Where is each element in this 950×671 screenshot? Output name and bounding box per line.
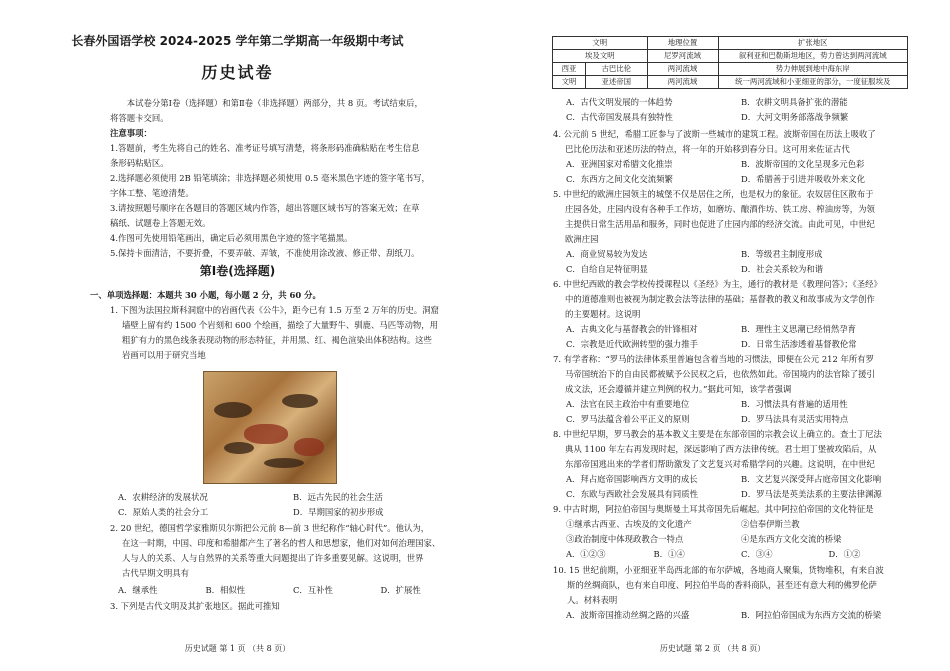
q3-option-d[interactable]: D．大河文明务部落战争频繁 bbox=[741, 112, 849, 122]
q7-option-c[interactable]: C．罗马法蕴含着公平正义的原则 bbox=[566, 414, 690, 424]
section-title: 第Ⅰ卷(选择题) bbox=[199, 264, 276, 278]
q9-line: 9. 中古时期，阿拉伯帝国与奥斯曼土耳其帝国先后崛起。其中阿拉伯帝国的文化特征是 bbox=[553, 504, 874, 514]
q10-option-a[interactable]: A．波斯帝国推动丝绸之路的兴盛 bbox=[566, 610, 690, 620]
table-header-cell: 文明 bbox=[553, 37, 648, 50]
q1-option-b[interactable]: B．远古先民的社会生活 bbox=[293, 492, 383, 502]
q1-line: 粗犷有力的黑色线条表现动物的形态特征，并用黑、红、褐色渲染出体积结构。这些 bbox=[122, 335, 432, 345]
q2-option-d[interactable]: D．扩展性 bbox=[380, 585, 421, 595]
q8-line: 东部帝国逃出来的学者们帮助激发了文艺复兴对希腊学问的兴趣。这说明，在中世纪 bbox=[565, 459, 875, 469]
q4-option-b[interactable]: B．波斯帝国的文化呈现多元色彩 bbox=[741, 159, 865, 169]
question-5 bbox=[553, 187, 918, 247]
question-8 bbox=[553, 427, 918, 472]
table-cell: 叙利亚和巴勒斯坦地区，势力曾达到两河流域 bbox=[718, 50, 908, 63]
q10-line: 10. 15 世纪前期，小亚细亚半岛西北部的布尔萨城，各地商人聚集，货物堆积，有来自波 bbox=[553, 565, 884, 575]
q9-option-d[interactable]: D．①② bbox=[828, 549, 861, 559]
q5-line: 主提供日常生活用品和服务，同时也促进了庄园内部的经济交流。由此可见，中世纪 bbox=[565, 219, 875, 229]
table-row bbox=[553, 76, 908, 89]
question-10 bbox=[553, 563, 918, 608]
question-9 bbox=[553, 502, 918, 517]
q10-line: 人。材料表明 bbox=[567, 595, 618, 605]
q2-line: 2. 20 世纪，德国哲学家雅斯贝尔斯把公元前 8—前 3 世纪称作“轴心时代”。他认为， bbox=[110, 523, 430, 533]
table-cell: 埃及文明 bbox=[553, 50, 648, 63]
table-header-row bbox=[553, 37, 908, 50]
table-group-cell: 文明 bbox=[553, 76, 586, 89]
notice-line: 2.选择题必须使用 2B 铅笔填涂；非选择题必须使用 0.5 毫米黑色字迹的签字笔书写， bbox=[110, 173, 430, 183]
question-6 bbox=[553, 277, 918, 322]
civilization-table bbox=[552, 36, 908, 89]
question-7 bbox=[553, 352, 918, 397]
notice-line: 5.保持卡面清洁，不要折叠，不要弄破、弄皱，不准使用涂改液、修正带、刮纸刀。 bbox=[110, 248, 420, 258]
q6-option-d[interactable]: D．日常生活渗透着基督教伦常 bbox=[741, 339, 857, 349]
table-row bbox=[553, 50, 908, 63]
q10-options bbox=[566, 608, 916, 623]
q7-line: 马帝国统治下的自由民都被赋予公民权之后，也依然如此。帝国境内的法官除了援引 bbox=[565, 369, 875, 379]
table-cell: 亚述帝国 bbox=[586, 76, 648, 89]
intro-line: 本试卷分第Ⅰ卷（选择题）和第Ⅱ卷（非选择题）两部分，共 8 页。考试结束后， bbox=[126, 98, 423, 108]
q3-option-a[interactable]: A．古代文明发展的一体趋势 bbox=[566, 97, 673, 107]
q1-line: 1. 下图为法国拉斯科洞窟中的岩画代表《公牛》，距今已有 1.5 万至 2 万年的历史。洞窟 bbox=[110, 305, 439, 315]
q6-options bbox=[566, 322, 916, 352]
q2-line: 古代早期文明具有 bbox=[122, 568, 189, 578]
q5-line: 5. 中世纪的欧洲庄园领主的城堡不仅是居住之所，也是权力的象征。农奴居住区散布于 bbox=[553, 189, 874, 199]
q8-option-b[interactable]: B．文艺复兴深受拜占庭帝国文化影响 bbox=[741, 474, 882, 484]
notice-heading: 注意事项： bbox=[110, 128, 152, 138]
q5-options bbox=[566, 247, 916, 277]
q10-option-b[interactable]: B．阿拉伯帝国成为东西方交流的桥梁 bbox=[741, 610, 882, 620]
notice-line: 1.答题前，考生先将自己的姓名、准考证号填写清楚，将条形码准确粘贴在考生信息 bbox=[110, 143, 420, 153]
q4-line: 4. 公元前 5 世纪，希腊工匠参与了波斯一些城市的建筑工程。波斯帝国在历法上吸收了 bbox=[553, 129, 876, 139]
q7-line: 7. 有学者称：“罗马的法律体系里普遍包含着当地的习惯法，即便在公元 212 年所有罗 bbox=[553, 354, 874, 364]
q8-options bbox=[566, 472, 916, 502]
q6-line: 的主要题材。这说明 bbox=[565, 309, 641, 319]
school-title: 长春外国语学校 2024-2025 学年第二学期高一年级期中考试 bbox=[71, 34, 404, 48]
q6-line: 6. 中世纪西欧的教会学校传授课程以《圣经》为主，通行的教材是《教理问答》；《圣经》 bbox=[553, 279, 882, 289]
q2-option-a[interactable]: A．继承性 bbox=[118, 585, 158, 595]
q8-line: 典从 1100 年左右再发现时起，深远影响了西方法律传统。君士坦丁堡被攻陷后，从 bbox=[565, 444, 877, 454]
q4-options bbox=[566, 157, 916, 187]
q9-item: ③政治制度中体现政教合一特点 bbox=[566, 534, 684, 544]
q7-option-a[interactable]: A．法官在民主政治中有重要地位 bbox=[566, 399, 690, 409]
cave-painting-image bbox=[203, 371, 337, 484]
table-cell: 两河流域 bbox=[647, 76, 718, 89]
table-header-cell: 地理位置 bbox=[647, 37, 718, 50]
notice-line: 3.请按照题号顺序在各题目的答题区域内作答，超出答题区域书写的答案无效；在草 bbox=[110, 203, 420, 213]
q9-item: ①继承古西亚、古埃及的文化遗产 bbox=[566, 519, 692, 529]
q5-line: 庄园各处，庄园内设有各种手工作坊，如磨坊、酿酒作坊、铁工房、榨油房等，为领 bbox=[565, 204, 875, 214]
question-4 bbox=[553, 127, 918, 157]
intro-line: 将答题卡交回。 bbox=[110, 113, 169, 123]
question-1 bbox=[110, 303, 470, 363]
table-cell: 统一两河流域和小亚细亚的部分，一度征服埃及 bbox=[718, 76, 908, 89]
q6-option-c[interactable]: C．宗教是近代欧洲转型的强力推手 bbox=[566, 339, 699, 349]
q1-option-d[interactable]: D．早期国家的初步形成 bbox=[293, 507, 384, 517]
q6-option-a[interactable]: A．古典文化与基督教会的针锋相对 bbox=[566, 324, 698, 334]
q4-option-c[interactable]: C．东西方之间文化交流频繁 bbox=[566, 174, 673, 184]
table-cell: 古巴比伦 bbox=[586, 63, 648, 76]
q9-options bbox=[566, 547, 916, 562]
q7-options bbox=[566, 397, 916, 427]
q3-option-b[interactable]: B．农耕文明具备扩张的潜能 bbox=[741, 97, 848, 107]
page-footer: 历史试题 第 2 页 （共 8 页） bbox=[659, 644, 766, 653]
notice-line: 4.作图可先使用铅笔画出，确定后必须用黑色字迹的签字笔描黑。 bbox=[110, 233, 353, 243]
q8-line: 8. 中世纪早期，罗马教会的基本教义主要是在东部帝国的宗教会议上确立的。查士丁尼法 bbox=[553, 429, 882, 439]
q5-line: 欧洲庄园 bbox=[565, 234, 599, 244]
q9-option-c[interactable]: C．③④ bbox=[741, 549, 773, 559]
table-row bbox=[553, 63, 908, 76]
q4-line: 巴比伦历法和亚述历法的特点，将一年的开始移到春分日。这可用来佐证古代 bbox=[565, 144, 850, 154]
q6-line: 中的道德准则也被视为制定教会法等法律的基础；基督教的教义和故事成为文学创作 bbox=[565, 294, 875, 304]
question-2 bbox=[110, 521, 470, 581]
q4-option-a[interactable]: A．亚洲国家对希腊文化推崇 bbox=[566, 159, 673, 169]
q4-option-d[interactable]: D．希腊善于引进并吸收外来文化 bbox=[741, 174, 865, 184]
table-cell: 势力伸展到地中海东岸 bbox=[718, 63, 908, 76]
q1-line: 岩画可以用于研究当地 bbox=[122, 350, 206, 360]
q3-options bbox=[566, 95, 916, 125]
table-group-cell: 西亚 bbox=[553, 63, 586, 76]
q6-option-b[interactable]: B．理性主义思潮已经悄然孕育 bbox=[741, 324, 857, 334]
q5-option-a[interactable]: A．商业贸易较为发达 bbox=[566, 249, 648, 259]
q3-intro: 3. 下列是古代文明及其扩张地区。据此可推知 bbox=[110, 601, 280, 611]
q2-line: 在这一时期，中国、印度和希腊都产生了著名的哲人和思想家，他们对如何治理国家、 bbox=[122, 538, 441, 548]
q8-option-a[interactable]: A．拜占庭帝国影响西方文明的成长 bbox=[566, 474, 698, 484]
q5-option-d[interactable]: D．社会关系较为和谐 bbox=[741, 264, 824, 274]
notice-line: 条形码粘贴区。 bbox=[110, 158, 169, 168]
q8-option-c[interactable]: C．东欧与西欧社会发展具有同质性 bbox=[566, 489, 699, 499]
subject-title: 历史试卷 bbox=[201, 63, 274, 82]
q1-line: 墙壁上留有约 1500 个岩刻和 600 个绘画，描绘了大量野牛、驯鹿、马匹等动物，用 bbox=[122, 320, 438, 330]
q1-option-c[interactable]: C．原始人类的社会分工 bbox=[118, 507, 209, 517]
table-header-cell: 扩张地区 bbox=[718, 37, 908, 50]
q8-option-d[interactable]: D．罗马法是英美法系的主要法律渊源 bbox=[741, 489, 882, 499]
q2-line: 人与人的关系、人与自然界的关系等重大问题提出了许多重要见解。这说明，世界 bbox=[122, 553, 424, 563]
q7-line: 成文法，还会遵循并建立判例的权力。”据此可知，该学者强调 bbox=[565, 384, 792, 394]
q5-option-b[interactable]: B．等级君主制度形成 bbox=[741, 249, 823, 259]
table-cell: 尼罗河流域 bbox=[647, 50, 718, 63]
q2-options bbox=[118, 583, 468, 598]
q7-option-b[interactable]: B．习惯法具有普遍的适用性 bbox=[741, 399, 848, 409]
q3-option-c[interactable]: C．古代帝国发展具有独特性 bbox=[566, 112, 673, 122]
q9-item: ②信奉伊斯兰教 bbox=[741, 519, 800, 529]
exam-intro bbox=[110, 96, 470, 261]
q9-option-b[interactable]: B．①④ bbox=[653, 549, 685, 559]
notice-line: 稿纸、试题卷上答题无效。 bbox=[110, 218, 211, 228]
q2-option-b[interactable]: B．相似性 bbox=[205, 585, 246, 595]
q9-option-a[interactable]: A．①②③ bbox=[566, 549, 606, 559]
q9-items bbox=[566, 517, 916, 547]
part-heading: 一、单项选择题：本题共 30 小题，每小题 2 分，共 60 分。 bbox=[90, 290, 321, 300]
table-cell: 两河流域 bbox=[647, 63, 718, 76]
q9-item: ④是东西方文化交流的桥梁 bbox=[741, 534, 842, 544]
q7-option-d[interactable]: D．罗马法具有灵活实用特点 bbox=[741, 414, 849, 424]
q1-option-a[interactable]: A．农耕经济的发展状况 bbox=[118, 492, 208, 502]
q1-options bbox=[118, 490, 468, 520]
q10-line: 斯的丝绸商队，也有来自印度、阿拉伯半岛的香料商队，甚至还有意大利的佛罗伦萨 bbox=[567, 580, 877, 590]
q2-option-c[interactable]: C．互补性 bbox=[293, 585, 333, 595]
notice-line: 字体工整、笔迹清楚。 bbox=[110, 188, 194, 198]
q5-option-c[interactable]: C．自给自足特征明显 bbox=[566, 264, 648, 274]
page-footer: 历史试题 第 1 页 （共 8 页） bbox=[184, 644, 291, 653]
